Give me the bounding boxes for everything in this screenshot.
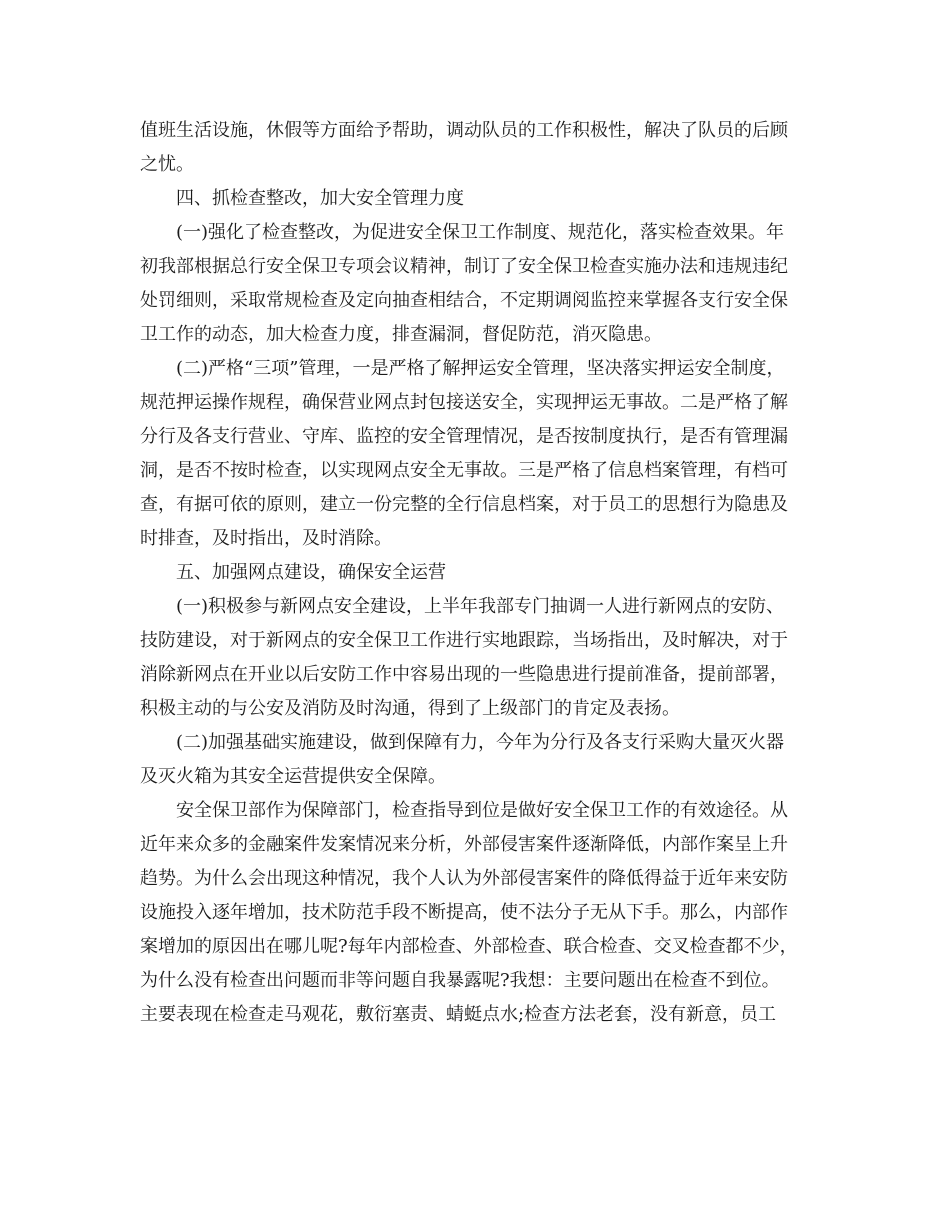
text-line: 及灭火箱为其安全运营提供安全保障。 — [140, 766, 446, 787]
text-line: (二)加强基础实施建设，做到保障有力，今年为分行及各支行采购大量灭火器 — [176, 732, 785, 753]
text-line: 设施投入逐年增加，技术防范手段不断提高，使不法分子无从下手。那么，内部作 — [140, 902, 788, 923]
text-line: 洞，是否不按时检查，以实现网点安全无事故。三是严格了信息档案管理，有档可 — [140, 460, 788, 481]
text-line: 值班生活设施，休假等方面给予帮助，调动队员的工作积极性，解决了队员的后顾 — [140, 120, 788, 141]
text-line: 之忧。 — [140, 154, 194, 175]
text-line: 趋势。为什么会出现这种情况，我个人认为外部侵害案件的降低得益于近年来安防 — [140, 868, 788, 889]
text-line: 主要表现在检查走马观花，敷衍塞责、蜻蜓点水;检查方法老套，没有新意，员工 — [140, 1004, 777, 1025]
text-line: 积极主动的与公安及消防及时沟通，得到了上级部门的肯定及表扬。 — [140, 698, 680, 719]
text-line: (一)积极参与新网点安全建设，上半年我部专门抽调一人进行新网点的安防、 — [176, 596, 785, 617]
text-line: 卫工作的动态，加大检查力度，排查漏洞，督促防范，消灭隐患。 — [140, 324, 662, 345]
text-line: 消除新网点在开业以后安防工作中容易出现的一些隐患进行提前准备，提前部署， — [140, 664, 788, 685]
text-line: 近年来众多的金融案件发案情况来分析，外部侵害案件逐渐降低，内部作案呈上升 — [140, 834, 788, 855]
text-line: 四、抓检查整改，加大安全管理力度 — [176, 188, 464, 209]
text-line: 时排查，及时指出，及时消除。 — [140, 528, 392, 549]
text-line: 为什么没有检查出问题而非等问题自我暴露呢?我想：主要问题出在检查不到位。 — [140, 970, 780, 991]
text-line: 分行及各支行营业、守库、监控的安全管理情况，是否按制度执行，是否有管理漏 — [140, 426, 788, 447]
text-line: 处罚细则，采取常规检查及定向抽查相结合，不定期调阅监控来掌握各支行安全保 — [140, 290, 788, 311]
text-line: 五、加强网点建设，确保安全运营 — [176, 562, 446, 583]
text-line: (一)强化了检查整改，为促进安全保卫工作制度、规范化，落实检查效果。年 — [176, 222, 785, 243]
text-line: 初我部根据总行安全保卫专项会议精神，制订了安全保卫检查实施办法和违规违纪 — [140, 256, 788, 277]
text-line: (二)严格“三项”管理，一是严格了解押运安全管理，坚决落实押运安全制度， — [176, 358, 785, 379]
text-line: 规范押运操作规程，确保营业网点封包接送安全，实现押运无事故。二是严格了解 — [140, 392, 788, 413]
text-line: 查，有据可依的原则，建立一份完整的全行信息档案，对于员工的思想行为隐患及 — [140, 494, 788, 515]
text-line: 安全保卫部作为保障部门，检查指导到位是做好安全保卫工作的有效途径。从 — [176, 800, 788, 821]
text-line: 案增加的原因出在哪儿呢?每年内部检查、外部检查、联合检查、交叉检查都不少， — [140, 936, 798, 957]
text-line: 技防建设，对于新网点的安全保卫工作进行实地跟踪，当场指出，及时解决，对于 — [140, 630, 788, 651]
document-body — [140, 114, 812, 1032]
